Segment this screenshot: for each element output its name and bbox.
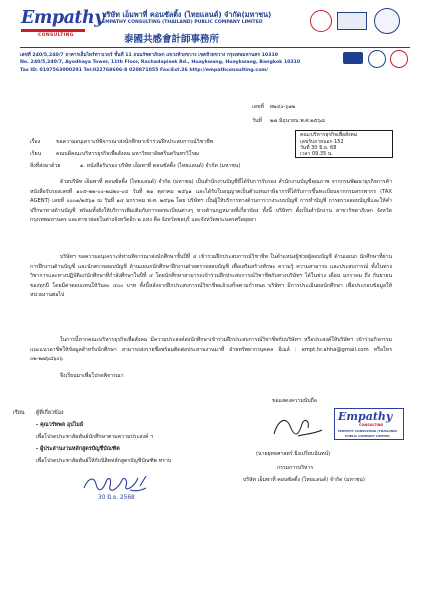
sign-off-text: ขอแสดงความนับถือ bbox=[272, 398, 317, 404]
routing-label: เรียน bbox=[13, 410, 25, 416]
attachment-text: ๑. หนังสือรับรอง บริษัท เอ็มพาที่ คอนซัลติ้ง (ไทยแลนด์) จำกัด (มหาชน) bbox=[80, 163, 241, 169]
company-name-english: EMPATHY CONSULTING (THAILAND) PUBLIC COMPANY LIMITED bbox=[102, 20, 263, 25]
header-divider bbox=[20, 47, 410, 48]
date-label: วันที่ bbox=[252, 118, 262, 124]
received-stamp bbox=[295, 130, 393, 158]
body-paragraph-2: บริษัทฯ ขอความอนุเคราะห์ท่านพิจารณาส่งนักศึกษาชั้นปีที่ ๔ เข้าร่วมฝึกประสบการณ์วิชาชีพ ในตำแหน่งผู้ช่วยผู้สอบบัญชี ด้านแผนก นักศึกษาที่ผ่านการฝึกงานด้านบัญชี และนักตรวจสอบบัญชี ด้านแผนกนักศึกษาฝึกงานฝ่ายตรวจสอบบัญชี เพื่อเสริมสร้างทักษะ ความรู้ ความสามารถ และประสบการณ์ ทั้งในทางวิชาการและทางปฏิบัติแก่นักศึกษาที่กำลังศึกษาในปีที่ ๔ โดยนักศึกษาสามารถเข้าร่วมฝึกประสบการณ์วิชาชีพกับทางบริษัทฯ ได้ในช่วง เดือน มกราคม ถึง กันยายน ของทุกปี โดยมีค่าตอบแทนให้วันละ ๔๐๐ บาท ทั้งนี้หลังจากฝึกประสบการณ์วิชาชีพแล้วเสร็จตามกำหนด บริษัทฯ มีการประเมินผลนักศึกษา เพื่อประกอบข้อมูลให้หน่วยงานต่อไป bbox=[30, 254, 392, 299]
company-name-chinese: 泰國共感會計師事務所 bbox=[124, 34, 220, 45]
contact-line: Tax ID: 0107563000291 Tel:022768606-8 020871055 Fax:Ext.26 http://empathconsulting.com/ bbox=[20, 68, 269, 73]
certification-badge-icon bbox=[337, 12, 367, 30]
seal-subtitle: CONSULTING bbox=[359, 423, 384, 427]
logo-underline bbox=[21, 29, 85, 32]
address-english: No. 240/5,240/7, Ayodhaya Tower, 11th Floor, Rachadapisek Rd., Huaykwang, Huaykwang, Bangkok 10310 bbox=[20, 60, 301, 65]
ref-no-label: เลขที่ bbox=[252, 104, 264, 110]
company-logo-wordmark: Empathy bbox=[21, 8, 104, 28]
body-paragraph-1: ด้วยบริษัท เอ็มพาที่ คอนซัลติ้ง (ไทยแลนด์) จำกัด (มหาชน) เป็นสำนักงานบัญชีที่ได้รับการรับรอง สำนักงานบัญชีคุณภาพ จากกรมพัฒนาธุรกิจการค้า หนังสือรับรองเลขที่ ๑๐๕-๒๒-๐๐-๒๘๒๐-๐๔ วันที่ ๒๑ ตุลาคม ๒๕๖๑ และได้รับใบอนุญาตเป็นตัวแทนภาษีอากรที่ได้รับการขึ้นทะเบียนจากกรมสรรพากร (TAX AGENT) เลขที่ ๐๐๐๑/๒๕๖๑ ณ วันที่ ๑๔ มกราคม พ.ศ. ๒๕๖๒ โดย บริษัทฯ เป็นผู้ให้บริการทางด้านการวางระบบบัญชี การทำบัญชี การตรวจสอบบัญชีและให้คำปรึกษาทางด้านบัญชี พร้อมทั้งยังให้บริการเพิ่มเติมกับการจดทะเบียนต่างๆ ทางด้านกฎหมายที่เกี่ยวข้อง ทั้งนี้ บริษัทฯ ตั้งเป็นสำนักงาน สาขารัชดาภิเษก จังหวัดกรุงเทพมหานคร และสาขาย่อยในต่างจังหวัดอีก ๒ แห่ง คือ จังหวัดชลบุรี และจังหวัดพระนครศรีอยุธยา bbox=[30, 179, 392, 224]
stamp-faculty: คณะบริหารธุรกิจเพื่อสังคม bbox=[300, 132, 358, 138]
attachment-label: สิ่งที่ส่งมาด้วย bbox=[30, 163, 61, 169]
letter-date: ๒๗ มิถุนายน พ.ศ.๒๕๖๘ bbox=[270, 118, 325, 124]
stamp-time: เวลา 09.35 น. bbox=[300, 151, 333, 157]
company-seal bbox=[334, 408, 404, 440]
certification-badge-icon bbox=[368, 50, 386, 68]
certification-badge-icon bbox=[374, 8, 400, 34]
stamp-date: วันที่ 30 มิ.ย. 68 bbox=[300, 145, 337, 151]
company-name-thai: บริษัท เอ็มพาที่ คอนซัลติ้ง (ไทยแลนด์) จำกัด(มหาชน) bbox=[102, 10, 272, 19]
subject-text: ขอความอนุเคราะห์พิจารณาส่งนักศึกษาเข้าร่วมฝึกประสบการณ์วิชาชีพ bbox=[56, 139, 214, 145]
closing-line: จึงเรียนมาเพื่อโปรดพิจารณา bbox=[60, 373, 124, 379]
ref-no: ผ๒๔๐-๖๑๒ bbox=[270, 104, 296, 110]
certification-badge-icon bbox=[343, 52, 363, 64]
seal-company-line-1: EMPATHY CONSULTING (THAILAND) bbox=[338, 429, 398, 433]
certification-badge-icon bbox=[390, 50, 408, 68]
certification-badge-icon bbox=[310, 10, 332, 32]
to-text: คณบดีคณะบริหารธุรกิจเพื่อสังคม มหาวิทยาลัยศรีนครินทรวิโรฒ bbox=[56, 151, 199, 157]
body-paragraph-3: ในการนี้หากคณะบริหารธุรกิจเพื่อสังคม มีความประสงค์ส่งนักศึกษาเข้าร่วมฝึกประสบการณ์วิชาชีพกับบริษัทฯ หรือประสงค์ให้บริษัทฯ เข้าร่วมกิจกรรมแนะแนวอาชีพให้ข้อมูลสำหรับนักศึกษา สามารถส่งรายชื่อพร้อมติดต่อประสานงานมาที่ ฝ่ายทรัพยากรบุคคล อีเมล์ : empt.hr.ahha@gmail.com หรือโทร ๐๒-๒๗๖๘๖๐๖ bbox=[30, 337, 392, 363]
signatory-position: กรรมการบริหาร bbox=[277, 465, 314, 471]
stamp-receipt-no: เลขรับภายนอก 152 bbox=[300, 138, 344, 145]
routing-item-3: - ผู้ประสานงานหลักสูตรบัญชีบัณฑิต bbox=[36, 446, 120, 452]
logo-subtitle: CONSULTING bbox=[38, 33, 74, 38]
subject-label: เรื่อง bbox=[30, 139, 41, 145]
seal-company-line-2: PUBLIC COMPANY LIMITED bbox=[345, 434, 390, 438]
signatory-name: (นายยุทธศาสตร์ ยิ่งเปรียบนันทน์) bbox=[256, 451, 331, 457]
to-label: เรียน bbox=[30, 151, 42, 157]
routing-item-2: เพื่อโปรดประชาสัมพันธ์นักศึกษาตามความประสงค์ ฯ bbox=[36, 434, 154, 440]
routing-item-4: เพื่อโปรดประชาสัมพันธ์ให้กับนิสิตหลักสูตรบัญชีบัณฑิต ทราบ bbox=[36, 458, 172, 464]
handwritten-signature-left bbox=[80, 472, 150, 496]
address-thai: เลขที่ 240/5,240/7 อาคารเอ็มไพร์ทาวเวอร์ ชั้นที่ 11 ถนนรัชดาภิเษก แขวงห้วยขวาง เขตห้วยขวาง กรุงเทพมหานคร 10310 bbox=[20, 53, 278, 58]
signatory-company: บริษัท เอ็มพาที่ คอนซัลติ้ง (ไทยแลนด์) จำกัด (มหาชน) bbox=[243, 477, 365, 483]
seal-wordmark: Empathy bbox=[338, 410, 393, 423]
routing-date-note: 30 มิ.ย. 2568 bbox=[98, 495, 135, 501]
handwritten-signature-right bbox=[268, 412, 328, 442]
routing-item-1: - คุณวรัทพล อุปไมย์ bbox=[36, 422, 84, 428]
routing-target: ผู้ที่เกี่ยวข้อง bbox=[36, 410, 64, 416]
